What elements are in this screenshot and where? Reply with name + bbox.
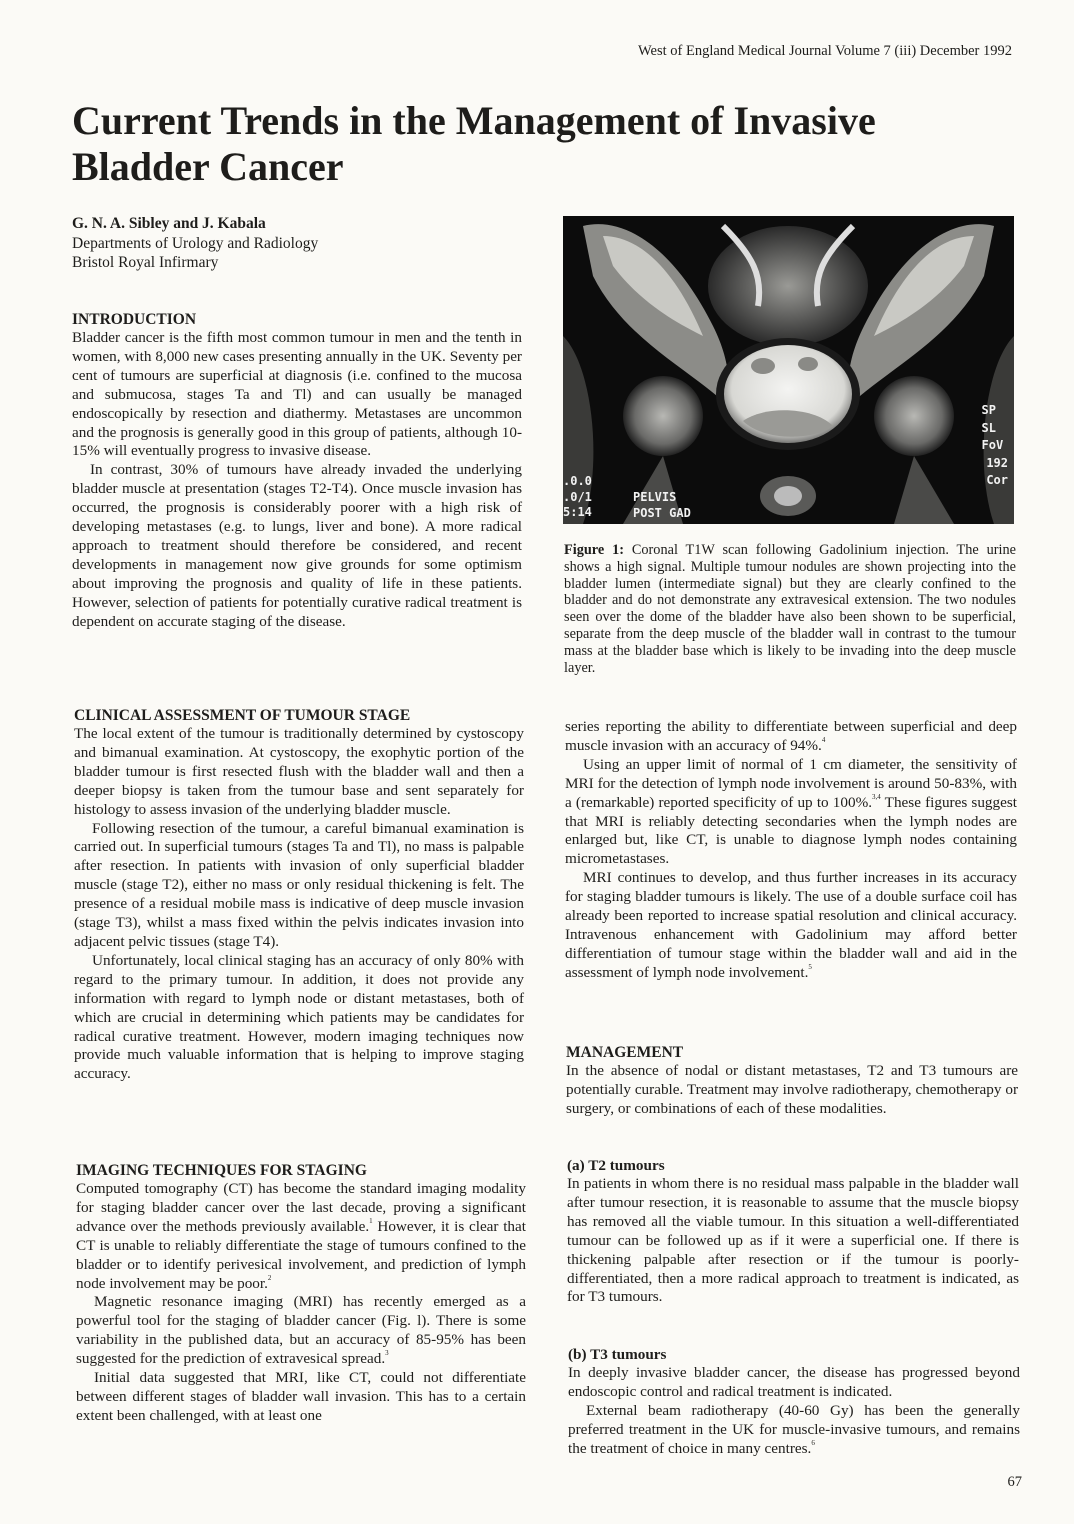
reference-2: 2	[267, 1273, 272, 1282]
t3-tumours-section	[568, 1345, 1020, 1459]
mri-figure	[563, 216, 1014, 524]
figure-caption-label: Figure 1:	[564, 542, 624, 558]
management-heading: MANAGEMENT	[566, 1044, 684, 1061]
right-paragraph-3: MRI continues to develop, and thus further increases in its accuracy for staging bladder tumours is likely. The use of a double surface coil has already been reported to increase spatial resolution and clinical accuracy. Intravenous enhancement with Gadolinium may afford better differentiation of tumour stage within the bladder wall and aid in the assessment of lymph node involvement.$^5$	[565, 869, 1017, 981]
page-number: 67	[1007, 1474, 1022, 1490]
reference-3: 3	[385, 1349, 389, 1358]
author-block	[72, 214, 318, 273]
title-line-2: Bladder Cancer	[72, 144, 344, 189]
reference-6: 6	[811, 1438, 815, 1447]
management-paragraph-1: In the absence of nodal or distant metastases, T2 and T3 tumours are potentially curable. Treatment may involve radiotherapy, chemotherapy or surgery, or combinations of each of these modalities.	[566, 1062, 1018, 1117]
scan-overlay-left-1: .0.0	[563, 474, 592, 488]
reference-5: 5	[808, 962, 812, 971]
t3-tumours-heading: (b) T3 tumours	[568, 1346, 667, 1363]
affiliation-departments: Departments of Urology and Radiology	[72, 234, 319, 252]
title-line-1: Current Trends in the Management of Invasive	[72, 98, 876, 143]
right-column-text	[565, 718, 1017, 983]
scan-label-post-gad: POST GAD	[633, 505, 691, 520]
t3-tumours-paragraph-2: External beam radiotherapy (40-60 Gy) has been the generally preferred treatment in the UK for muscle-invasive tumours, and remains the treatment of choice in many centres.$^6$	[568, 1401, 1020, 1457]
t2-tumours-section	[567, 1156, 1019, 1307]
running-head: West of England Medical Journal Volume 7 (iii) December 1992	[638, 43, 1012, 59]
affiliation-institution: Bristol Royal Infirmary	[72, 254, 219, 271]
scan-overlay-left-2: .0/1	[563, 489, 592, 504]
scan-overlay-left-3: 5:14	[563, 505, 592, 519]
t2-tumours-heading: (a) T2 tumours	[567, 1157, 665, 1174]
mri-scan-image	[563, 216, 1014, 524]
reference-3-4: 3,4	[872, 792, 881, 801]
figure-caption	[564, 542, 1016, 676]
article-title	[72, 98, 972, 190]
reference-1: 1	[369, 1216, 373, 1225]
scan-overlay-right-1: SP	[981, 403, 996, 417]
imaging-section	[76, 1161, 526, 1426]
imaging-paragraph-3: Initial data suggested that MRI, like CT, could not differentiate between different stages of bladder wall invasion. This has to a certain extent been challenged, with at least one	[76, 1369, 526, 1424]
right-paragraph-1: series reporting the ability to differentiate between superficial and deep muscle invasion with an accuracy of 94%.$^4$	[565, 718, 1017, 754]
scan-overlay-right-5: Cor	[986, 473, 1008, 487]
figure-caption-text: Coronal T1W scan following Gadolinium injection. The urine shows a high signal. Multiple tumour nodules are shown projecting into the bladder lumen (intermediate signal) but they are clearly confined to the bladder and do not demonstrate any extravesical extension. The two nodules seen over the dome of the bladder have also been shown to be superficial, separate from the deep muscle of the bladder wall in contrast to the tumour mass at the bladder base which is likely to be invading into the deep muscle layer.	[564, 542, 1016, 676]
clinical-assessment-heading: CLINICAL ASSESSMENT OF TUMOUR STAGE	[74, 707, 411, 724]
introduction-paragraph-2: In contrast, 30% of tumours have already invaded the underlying bladder muscle at presentation (stages T2-T4). Once muscle invasion has occurred, the prognosis is considerably poorer with a high risk of developing metastases (e.g. to lungs, liver and bone). A more radical approach to treatment should therefore be considered, and recent developments in management now give grounds for some optimism about improving the prognosis and quality of life in these patients. However, selection of patients for potentially curative radical treatment is dependent on accurate staging of the disease.	[72, 461, 522, 630]
right-paragraph-2: Using an upper limit of normal of 1 cm diameter, the sensitivity of MRI for the detection of lymph node involvement is around 50-83%, with a (remarkable) reported specificity of up to 100%.$^{3,4}$ These figures suggest that MRI is reliably detecting secondaries when the lymph nodes are enlarged but, like CT, is unable to diagnose lymph nodes containing micrometastases.	[565, 755, 1017, 868]
imaging-paragraph-1: Computed tomography (CT) has become the standard imaging modality for staging bladder cancer over the last decade, proving a significant advance over the methods previously available.$^1$ However, it is clear that CT is unable to reliably differentiate the stage of tumours confined to the bladder or to identify perivesical involvement, and prediction of lymph node involvement may be poor.$^2$	[76, 1180, 526, 1292]
introduction-paragraph-1: Bladder cancer is the fifth most common tumour in men and the tenth in women, with 8,000 new cases presenting annually in the UK. Seventy per cent of tumours are superficial at diagnosis (i.e. confined to the mucosa and submucosa, stages Ta and Tl) and can usually be managed endoscopically by resection and diathermy. Metastases are uncommon and the prognosis is generally good in this group of patients, although 10-15% will eventually progress to invasive disease.	[72, 329, 522, 460]
scan-overlay-left	[563, 474, 592, 521]
clinical-paragraph-3: Unfortunately, local clinical staging has an accuracy of only 80% with regard to the primary tumour. In addition, it does not provide any information with regard to lymph node or distant metastases, both of which are crucial in determining which patients may be candidates for radical curative treatment. However, modern imaging techniques now provide much valuable information that is helping to improve staging accuracy.	[74, 951, 524, 1083]
management-section	[566, 1043, 1018, 1119]
t2-tumours-paragraph: In patients in whom there is no residual mass palpable in the bladder wall after tumour resection, it is reasonable to assume that the muscle biopsy has removed all the viable tumour. In this situation a well-differentiated tumour can be followed up as if it were a superficial one. If there is thickening palpable after resection or if the tumour is poorly-differentiated, then a more radical approach to treatment is indicated, as for T3 tumours.	[567, 1175, 1019, 1306]
imaging-paragraph-2: Magnetic resonance imaging (MRI) has recently emerged as a powerful tool for the staging of bladder cancer (Fig. l). There is some variability in the published data, but an accuracy of 85-95% has been suggested for the prediction of extravesical spread.$^3$	[76, 1293, 526, 1368]
scan-overlay-right	[982, 402, 1008, 490]
clinical-assessment-section	[74, 706, 524, 1084]
reference-4: 4	[821, 735, 826, 744]
scan-overlay-right-4: 192	[986, 455, 1008, 470]
scan-overlay-right-2: SL	[981, 420, 996, 435]
scan-overlay-bottom	[633, 490, 691, 521]
scan-label-pelvis: PELVIS	[633, 490, 677, 504]
clinical-paragraph-2: Following resection of the tumour, a careful bimanual examination is carried out. In superficial tumours (stages Ta and Tl), no mass is palpable after resection. In patients with invasion of only superficial bladder muscle (stage T2), either no mass or only residual thickening is felt. The presence of a residual mobile mass is indicative of deep muscle invasion (stage T3), whilst a mass fixed within the pelvis indicates invasion into adjacent pelvic tissues (stage T4).	[74, 819, 524, 950]
scan-overlay-right-3: FoV	[981, 438, 1004, 452]
clinical-paragraph-1: The local extent of the tumour is traditionally determined by cystoscopy and bimanual examination. At cystoscopy, the exophytic portion of the bladder tumour is first resected flush with the bladder wall and then a deeper biopsy is taken from the tumour base and sent separately for histology to assess invasion of the underlying bladder muscle.	[74, 725, 524, 818]
t3-tumours-paragraph-1: In deeply invasive bladder cancer, the disease has progressed beyond endoscopic control and radical treatment is indicated.	[568, 1364, 1020, 1400]
imaging-heading: IMAGING TECHNIQUES FOR STAGING	[76, 1162, 367, 1179]
introduction-heading: INTRODUCTION	[72, 311, 197, 328]
author-names: G. N. A. Sibley and J. Kabala	[72, 215, 266, 232]
introduction-section	[72, 310, 522, 632]
